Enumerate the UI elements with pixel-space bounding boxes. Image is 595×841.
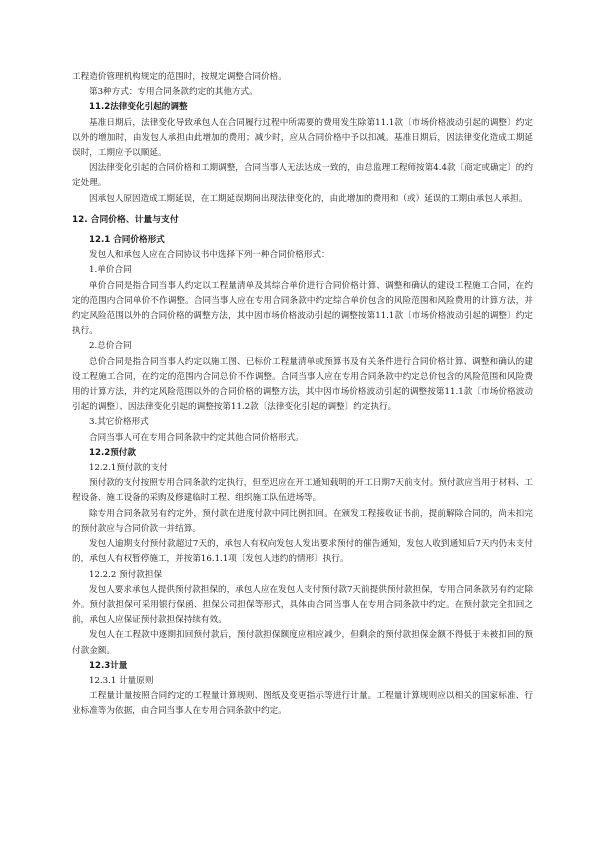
body-paragraph: 发包人在工程款中逐期扣回预付款后，预付款担保额度应相应减少，但剩余的预付款担保金额不得低于未被扣回的预付款金额。 — [72, 630, 533, 656]
body-paragraph: 发包人和承包人应在合同协议书中选择下列一种合同价格形式： — [89, 250, 330, 261]
body-paragraph: 除专用合同条款另有约定外，预付款在进度付款中同比例扣回。在颁发工程接收证书前，提前解除合同的，尚未扣完的预付款应与合同价款一并结算。 — [72, 508, 533, 534]
subsection-heading: 11.2法律变化引起的调整 — [89, 102, 188, 113]
subsection-heading: 12.1 合同价格形式 — [89, 235, 165, 246]
body-paragraph: 因法律变化引起的合同价格和工期调整，合同当事人无法达成一致的，由总监理工程师按第4.4款〔商定或确定〕的约定处理。 — [72, 163, 533, 189]
body-paragraph: 12.2.2 预付款担保 — [89, 569, 163, 580]
body-paragraph: 发包人逾期支付预付款超过7天的，承包人有权向发包人发出要求预付的催告通知，发包人收到通知后7天内仍未支付的，承包人有权暂停施工，并按第16.1.1项〔发包人违约的情形〕执行。 — [72, 539, 533, 565]
body-paragraph: 工程量计量按照合同约定的工程量计算规则、图纸及变更指示等进行计量。工程量计算规则应以相关的国家标准、行业标准等为依据，由合同当事人在专用合同条款中约定。 — [72, 691, 533, 717]
section-heading: 12. 合同价格、计量与支付 — [72, 214, 179, 225]
body-paragraph: 单价合同是指合同当事人约定以工程量清单及其综合单价进行合同价格计算、调整和确认的建设工程施工合同，在约定的范围内合同单价不作调整。合同当事人应在专用合同条款中约定综合单价包含的风险范围和风险费用的计算方法，并约定风险范围以外的合同价格的调整方法，其中因市场价格波动引起的调整按第11.1款〔市场价格波动引起的调整〕约定执行。 — [72, 280, 533, 337]
body-paragraph: 总价合同是指合同当事人约定以施工图、已标价工程量清单或预算书及有关条件进行合同价格计算、调整和确认的建设工程施工合同，在约定的范围内合同总价不作调整。合同当事人应在专用合同条款中约定总价包含的风险范围和风险费用的计算方法，并约定风险范围以外的合同价格的调整方法，其中因市场价格波动引起的调整按第11.1款〔市场价格波动引起的调整〕、因法律变化引起的调整按第11.2款〔法律变化引起的调整〕约定执行。 — [72, 356, 533, 413]
body-paragraph: 12.3.1 计量原则 — [89, 675, 154, 686]
subsection-heading: 12.2预付款 — [89, 447, 136, 458]
body-paragraph: 第3种方式：专用合同条款约定的其他方式。 — [89, 87, 258, 98]
subsection-heading: 12.3计量 — [89, 660, 128, 671]
body-paragraph: 2.总价合同 — [89, 341, 132, 352]
body-paragraph: 因承包人原因造成工期延误，在工期延误期间出现法律变化的，由此增加的费用和（或）延误的工期由承包人承担。 — [89, 193, 528, 204]
body-paragraph: 预付款的支付按照专用合同条款约定执行，但至迟应在开工通知载明的开工日期7天前支付。预付款应当用于材料、工程设备、施工设备的采购及修建临时工程、组织施工队伍进场等。 — [72, 478, 533, 504]
body-paragraph: 合同当事人可在专用合同条款中约定其他合同价格形式。 — [89, 432, 304, 443]
body-paragraph: 工程造价管理机构规定的范围时，按规定调整合同价格。 — [72, 72, 287, 82]
document-body — [72, 70, 533, 720]
body-paragraph: 12.2.1预付款的支付 — [89, 463, 168, 474]
body-paragraph: 1.单价合同 — [89, 265, 132, 276]
body-paragraph: 3.其它价格形式 — [89, 417, 149, 428]
body-paragraph: 发包人要求承包人提供预付款担保的，承包人应在发包人支付预付款7天前提供预付款担保，专用合同条款另有约定除外。预付款担保可采用银行保函、担保公司担保等形式，具体由合同当事人在专用合同条款中约定。在预付款完全扣回之前，承包人应保证预付款担保持续有效。 — [72, 584, 533, 626]
body-paragraph: 基准日期后，法律变化导致承包人在合同履行过程中所需要的费用发生除第11.1款〔市场价格波动引起的调整〕约定以外的增加时，由发包人承担由此增加的费用；减少时，应从合同价格中予以扣减。基准日期后，因法律变化造成工期延误时，工期应予以顺延。 — [72, 117, 533, 159]
